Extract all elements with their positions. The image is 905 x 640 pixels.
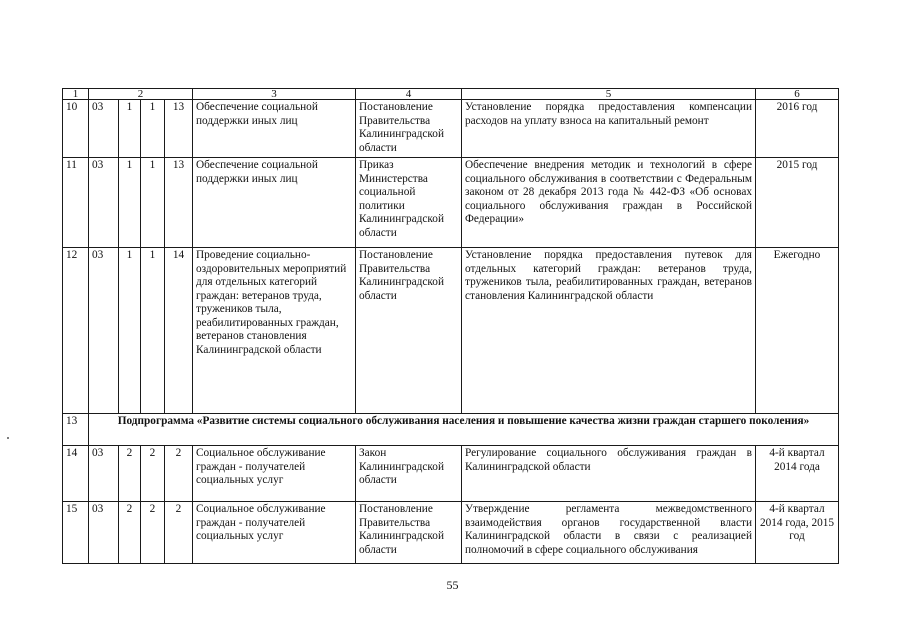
code-cell: 2 bbox=[119, 502, 141, 564]
deadline: 4-й квартал 2014 года, 2015 год bbox=[756, 502, 839, 564]
table-row bbox=[63, 158, 839, 248]
code-cell: 1 bbox=[141, 248, 165, 414]
measure-description: Обеспечение внедрения методик и технологий в сфере социального обслуживания в соответствии с Федеральным законом от 28 декабря 2013 года № 442-ФЗ «Об основах социального обслуживания граждан в Российской Федерации» bbox=[462, 158, 756, 248]
row-number: 14 bbox=[63, 446, 89, 502]
row-number: 15 bbox=[63, 502, 89, 564]
measure-name: Обеспечение социальной поддержки иных лиц bbox=[193, 100, 356, 158]
subprogram-title: Подпрограмма «Развитие системы социального обслуживания населения и повышение качества жизни граждан старшего поколения» bbox=[89, 414, 839, 446]
code-cell: 13 bbox=[165, 100, 193, 158]
row-number: 10 bbox=[63, 100, 89, 158]
code-cell: 1 bbox=[141, 158, 165, 248]
document-type: Закон Калининградской области bbox=[356, 446, 462, 502]
row-number: 12 bbox=[63, 248, 89, 414]
code-cell: 1 bbox=[119, 248, 141, 414]
subprogram-row bbox=[63, 414, 839, 446]
row-number: 11 bbox=[63, 158, 89, 248]
measure-name: Социальное обслуживание граждан - получателей социальных услуг bbox=[193, 502, 356, 564]
code-cell: 1 bbox=[119, 100, 141, 158]
measure-description: Установление порядка предоставления путевок для отдельных категорий граждан: ветеранов труда, тружеников тыла, реабилитированных граждан, ветеранов становления Калининградской области bbox=[462, 248, 756, 414]
code-cell: 1 bbox=[119, 158, 141, 248]
measure-description: Установление порядка предоставления компенсации расходов на уплату взноса на капитальный ремонт bbox=[462, 100, 756, 158]
measure-description: Регулирование социального обслуживания граждан в Калининградской области bbox=[462, 446, 756, 502]
code-cell: 1 bbox=[141, 100, 165, 158]
code-cell: 2 bbox=[141, 446, 165, 502]
code-cell: 03 bbox=[89, 248, 119, 414]
code-cell: 13 bbox=[165, 158, 193, 248]
document-type: Приказ Министерства социальной политики Калининградской области bbox=[356, 158, 462, 248]
measure-description: Утверждение регламента межведомственного взаимодействия органов государственной власти Калининградской области в связи с реализацией полномочий в сфере социального обслуживания bbox=[462, 502, 756, 564]
header-col-3: 3 bbox=[193, 89, 356, 100]
measure-name: Обеспечение социальной поддержки иных лиц bbox=[193, 158, 356, 248]
document-type: Постановление Правительства Калининградской области bbox=[356, 100, 462, 158]
deadline: 2016 год bbox=[756, 100, 839, 158]
table-row bbox=[63, 100, 839, 158]
table-row bbox=[63, 502, 839, 564]
header-col-6: 6 bbox=[756, 89, 839, 100]
code-cell: 2 bbox=[165, 502, 193, 564]
deadline: Ежегодно bbox=[756, 248, 839, 414]
header-col-5: 5 bbox=[462, 89, 756, 100]
code-cell: 03 bbox=[89, 100, 119, 158]
document-type: Постановление Правительства Калининградской области bbox=[356, 502, 462, 564]
header-col-1: 1 bbox=[63, 89, 89, 100]
code-cell: 2 bbox=[165, 446, 193, 502]
code-cell: 2 bbox=[119, 446, 141, 502]
row-number: 13 bbox=[63, 414, 89, 446]
page-number: 55 bbox=[446, 578, 459, 592]
header-row bbox=[63, 89, 839, 100]
deadline: 4-й квартал 2014 года bbox=[756, 446, 839, 502]
table-row bbox=[63, 446, 839, 502]
document-type: Постановление Правительства Калининградской области bbox=[356, 248, 462, 414]
code-cell: 03 bbox=[89, 158, 119, 248]
table-row bbox=[63, 248, 839, 414]
code-cell: 03 bbox=[89, 502, 119, 564]
deadline: 2015 год bbox=[756, 158, 839, 248]
measure-name: Социальное обслуживание граждан - получателей социальных услуг bbox=[193, 446, 356, 502]
measure-name: Проведение социально-оздоровительных мероприятий для отдельных категорий граждан: ветеранов труда, тружеников тыла, реабилитированных граждан, ветеранов становления Калининградской области bbox=[193, 248, 356, 414]
code-cell: 03 bbox=[89, 446, 119, 502]
header-col-4: 4 bbox=[356, 89, 462, 100]
header-col-2: 2 bbox=[89, 89, 193, 100]
code-cell: 2 bbox=[141, 502, 165, 564]
code-cell: 14 bbox=[165, 248, 193, 414]
document-table bbox=[62, 88, 839, 564]
scan-speck bbox=[7, 437, 9, 439]
